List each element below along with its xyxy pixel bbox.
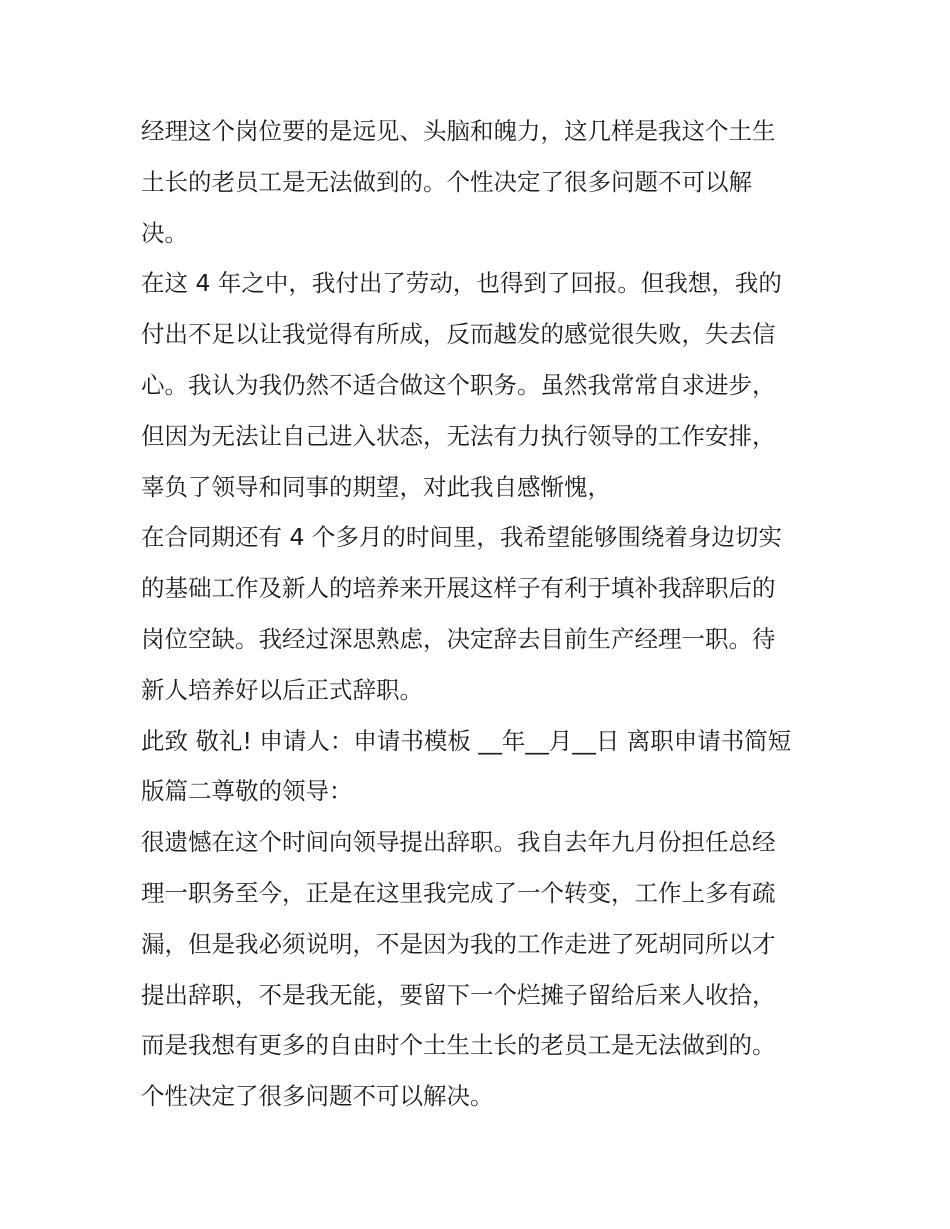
text-line: 在合同期还有 4 个多月的时间里，我希望能够围绕着身边切实	[141, 523, 782, 552]
paragraph-2	[141, 258, 816, 512]
text-line: 新人培养好以后正式辞职。	[141, 675, 423, 704]
text-line: 个性决定了很多问题不可以解决。	[141, 1082, 494, 1111]
text-line: 土长的老员工是无法做到的。个性决定了很多问题不可以解	[141, 167, 752, 196]
text-line: 理一职务至今，正是在这里我完成了一个转变，工作上多有疏	[141, 878, 776, 907]
text-line: 此致 敬礼! 申请人：申请书模板 __年__月__日 离职申请书简短	[141, 726, 792, 755]
text-line: 的基础工作及新人的培养来开展这样子有利于填补我辞职后的	[141, 574, 776, 603]
text-line: 心。我认为我仍然不适合做这个职务。虽然我常常自求进步，	[141, 370, 776, 399]
text-line: 很遗憾在这个时间向领导提出辞职。我自去年九月份担任总经	[141, 828, 776, 857]
text-line: 版篇二尊敬的领导：	[141, 777, 353, 806]
paragraph-5	[141, 817, 816, 1122]
text-line: 在这 4 年之中，我付出了劳动，也得到了回报。但我想，我的	[141, 269, 782, 298]
document-body	[141, 106, 816, 1122]
text-line: 岗位空缺。我经过深思熟虑，决定辞去目前生产经理一职。待	[141, 624, 776, 653]
text-line: 但因为无法让自己进入状态，无法有力执行领导的工作安排，	[141, 421, 776, 450]
text-line: 辜负了领导和同事的期望，对此我自感惭愧，	[141, 472, 611, 501]
text-line: 漏，但是我必须说明，不是因为我的工作走进了死胡同所以才	[141, 929, 776, 958]
paragraph-1	[141, 106, 816, 258]
paragraph-3	[141, 512, 816, 715]
paragraph-4	[141, 716, 816, 818]
text-line: 而是我想有更多的自由时个土生土长的老员工是无法做到的。	[141, 1031, 776, 1060]
text-line: 付出不足以让我觉得有所成，反而越发的感觉很失败，失去信	[141, 320, 776, 349]
text-line: 决。	[141, 218, 188, 247]
text-line: 提出辞职，不是我无能，要留下一个烂摊子留给后来人收拾，	[141, 980, 776, 1009]
text-line: 经理这个岗位要的是远见、头脑和魄力，这几样是我这个土生	[141, 117, 776, 145]
